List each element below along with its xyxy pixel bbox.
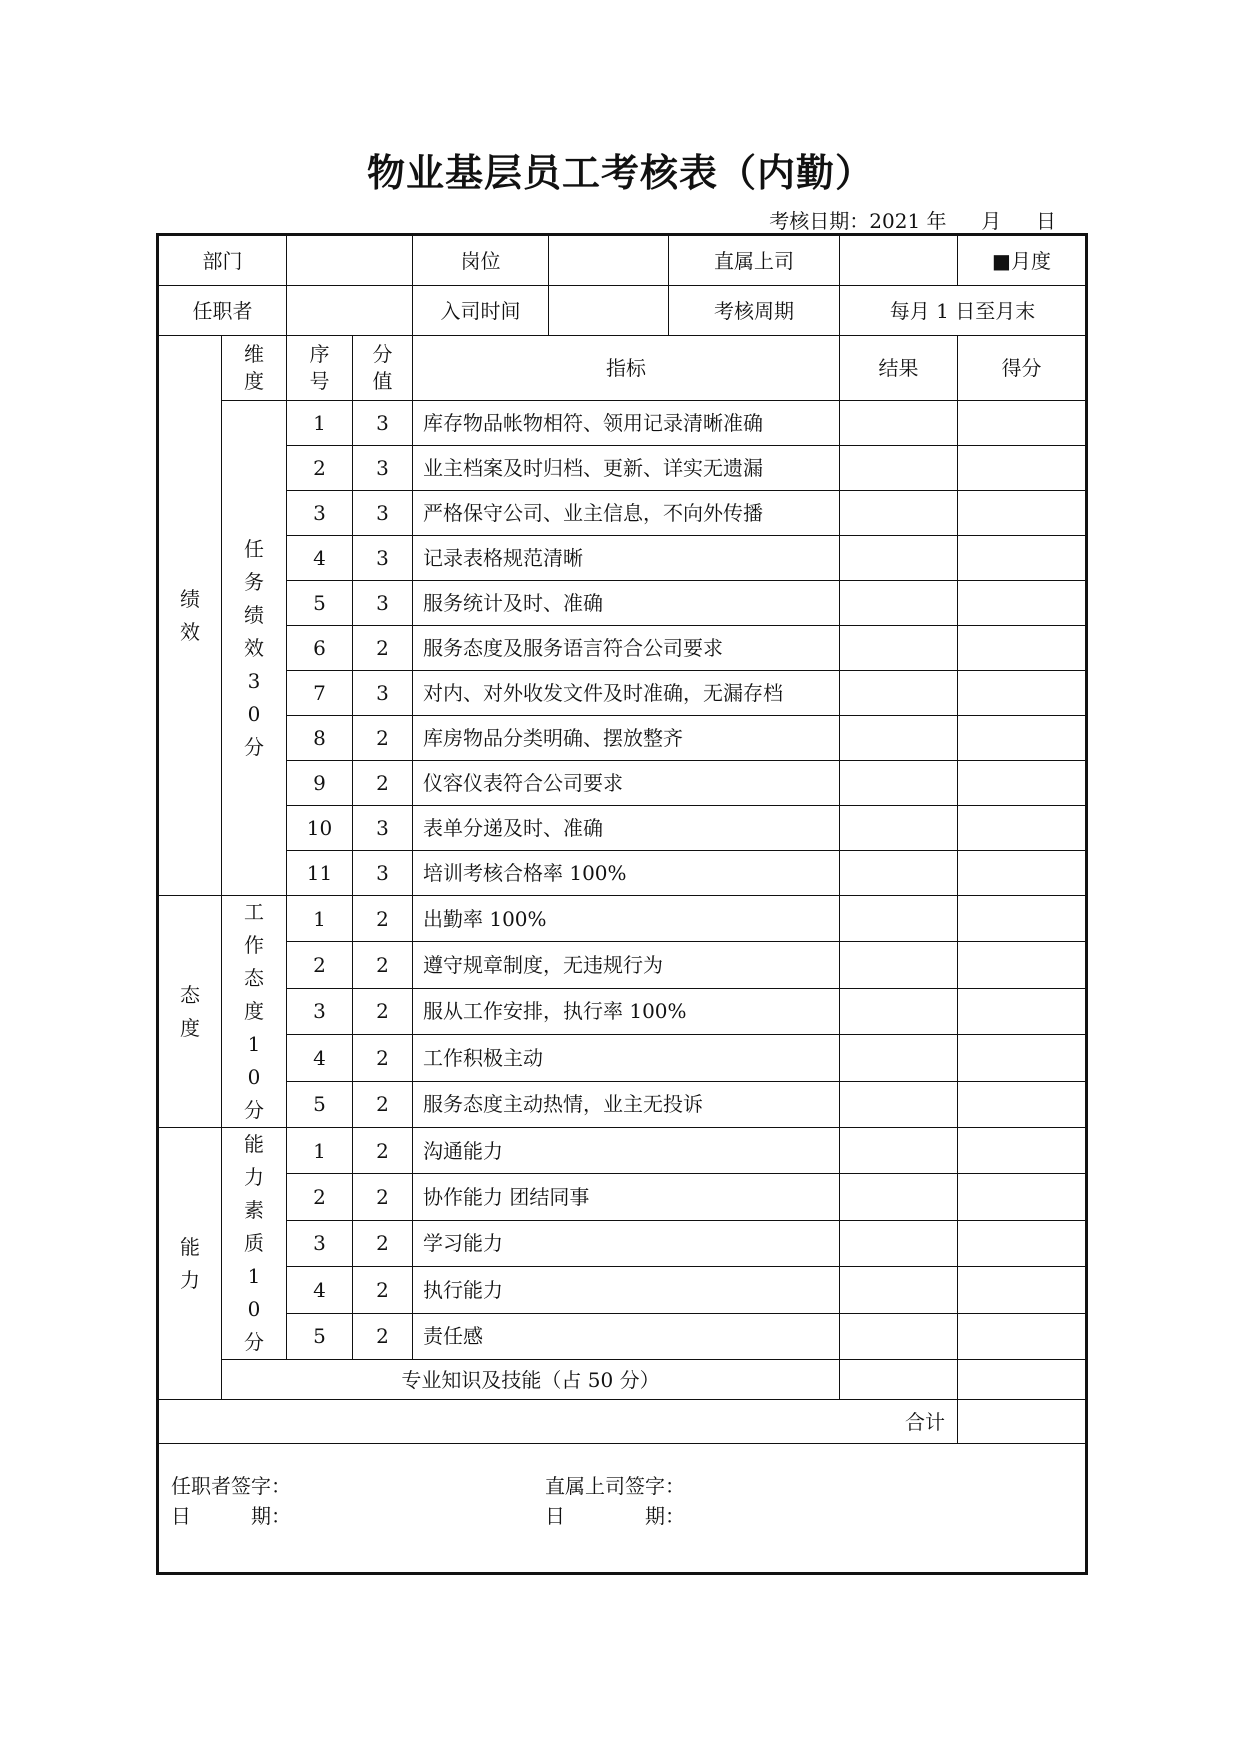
seq-cell: 2 [287, 1174, 353, 1220]
indicator-row [158, 491, 1087, 536]
seq-cell: 5 [287, 1313, 353, 1359]
indicator-cell: 服从工作安排，执行率 100% [413, 988, 840, 1034]
skills-label: 专业知识及技能（占 50 分） [222, 1360, 840, 1400]
points-cell: 2 [353, 1220, 413, 1266]
skills-row [158, 1360, 1087, 1400]
superior-signature-label[interactable]: 直属上司签字： [545, 1474, 685, 1498]
column-score: 得分 [958, 336, 1087, 401]
indicator-row [158, 988, 1087, 1034]
indicator-cell: 出勤率 100% [413, 896, 840, 942]
employee-field[interactable] [287, 286, 413, 336]
score-cell[interactable] [958, 401, 1087, 446]
indicator-cell: 遵守规章制度，无违规行为 [413, 942, 840, 988]
signature-cell [158, 1444, 1087, 1574]
score-cell[interactable] [958, 626, 1087, 671]
category-cell [158, 1128, 222, 1400]
result-cell[interactable] [840, 1035, 958, 1081]
indicator-row [158, 896, 1087, 942]
indicator-cell: 学习能力 [413, 1220, 840, 1266]
dimension-label: 工 作 态 度 10 分 [244, 900, 264, 1122]
indicator-cell: 库存物品帐物相符、领用记录清晰准确 [413, 401, 840, 446]
points-cell: 3 [353, 671, 413, 716]
seq-cell: 3 [287, 1220, 353, 1266]
indicator-row [158, 581, 1087, 626]
seq-cell: 8 [287, 716, 353, 761]
assessment-date-line [769, 205, 1056, 234]
indicator-row [158, 942, 1087, 988]
points-cell: 3 [353, 401, 413, 446]
indicator-row [158, 851, 1087, 896]
category-label: 能 力 [180, 1234, 200, 1292]
score-cell[interactable] [958, 896, 1087, 942]
cycle-value: 每月 1 日至月末 [840, 286, 1087, 336]
points-cell: 3 [353, 446, 413, 491]
seq-cell: 1 [287, 896, 353, 942]
indicator-cell: 服务统计及时、准确 [413, 581, 840, 626]
indicator-row [158, 1313, 1087, 1359]
seq-cell: 2 [287, 446, 353, 491]
join-date-field[interactable] [549, 286, 669, 336]
indicator-row [158, 1035, 1087, 1081]
result-cell[interactable] [840, 851, 958, 896]
result-cell[interactable] [840, 1267, 958, 1313]
indicator-cell: 执行能力 [413, 1267, 840, 1313]
score-cell[interactable] [958, 1313, 1087, 1359]
seq-cell: 1 [287, 1128, 353, 1174]
header-row-2 [158, 286, 1087, 336]
dimension-label: 任 务 绩 效 30 分 [244, 536, 264, 759]
points-cell: 2 [353, 1035, 413, 1081]
assessment-date-day: 日 [1036, 209, 1056, 233]
seq-cell: 9 [287, 761, 353, 806]
indicator-row [158, 446, 1087, 491]
indicator-cell: 培训考核合格率 100% [413, 851, 840, 896]
indicator-row [158, 401, 1087, 446]
indicator-cell: 沟通能力 [413, 1128, 840, 1174]
points-cell: 2 [353, 1128, 413, 1174]
indicator-cell: 记录表格规范清晰 [413, 536, 840, 581]
score-cell[interactable] [958, 851, 1087, 896]
score-cell[interactable] [958, 1220, 1087, 1266]
points-cell: 2 [353, 1174, 413, 1220]
result-cell[interactable] [840, 1220, 958, 1266]
points-cell: 2 [353, 1267, 413, 1313]
points-cell: 2 [353, 896, 413, 942]
seq-cell: 4 [287, 1267, 353, 1313]
result-cell[interactable] [840, 942, 958, 988]
points-cell: 2 [353, 1313, 413, 1359]
skills-score-cell[interactable] [958, 1360, 1087, 1400]
column-points: 分 值 [353, 336, 413, 401]
seq-cell: 4 [287, 536, 353, 581]
total-row [158, 1400, 1087, 1444]
dept-label: 部门 [158, 235, 287, 286]
post-field[interactable] [549, 235, 669, 286]
indicator-cell: 责任感 [413, 1313, 840, 1359]
period-type-checkbox[interactable]: ■月度 [958, 235, 1087, 286]
assessment-table [156, 233, 1088, 1575]
superior-date-label[interactable]: 日 期： [545, 1504, 685, 1528]
employee-signature-label[interactable]: 任职者签字： [171, 1474, 291, 1498]
result-cell[interactable] [840, 716, 958, 761]
points-cell: 2 [353, 716, 413, 761]
result-cell[interactable] [840, 491, 958, 536]
skills-result-cell[interactable] [840, 1360, 958, 1400]
score-cell[interactable] [958, 1128, 1087, 1174]
superior-field[interactable] [840, 235, 958, 286]
category-cell [158, 336, 222, 896]
seq-cell: 5 [287, 1081, 353, 1127]
score-cell[interactable] [958, 716, 1087, 761]
seq-cell: 1 [287, 401, 353, 446]
indicator-cell: 库房物品分类明确、摆放整齐 [413, 716, 840, 761]
points-cell: 2 [353, 1081, 413, 1127]
indicator-row [158, 1267, 1087, 1313]
indicator-row [158, 671, 1087, 716]
category-cell [158, 896, 222, 1128]
result-cell[interactable] [840, 671, 958, 716]
seq-cell: 5 [287, 581, 353, 626]
score-cell[interactable] [958, 446, 1087, 491]
indicator-row [158, 716, 1087, 761]
score-cell[interactable] [958, 988, 1087, 1034]
indicator-cell: 仪容仪表符合公司要求 [413, 761, 840, 806]
dept-field[interactable] [287, 235, 413, 286]
score-cell[interactable] [958, 671, 1087, 716]
result-cell[interactable] [840, 581, 958, 626]
indicator-row [158, 806, 1087, 851]
seq-cell: 2 [287, 942, 353, 988]
dimension-cell [222, 896, 287, 1128]
result-cell[interactable] [840, 806, 958, 851]
points-cell: 2 [353, 942, 413, 988]
superior-label: 直属上司 [669, 235, 840, 286]
seq-cell: 11 [287, 851, 353, 896]
header-row-1 [158, 235, 1087, 286]
indicator-cell: 表单分递及时、准确 [413, 806, 840, 851]
score-cell[interactable] [958, 1035, 1087, 1081]
indicator-row [158, 1220, 1087, 1266]
indicator-cell: 严格保守公司、业主信息，不向外传播 [413, 491, 840, 536]
score-cell[interactable] [958, 1267, 1087, 1313]
indicator-cell: 服务态度主动热情，业主无投诉 [413, 1081, 840, 1127]
seq-cell: 3 [287, 491, 353, 536]
score-cell[interactable] [958, 581, 1087, 626]
signature-row [158, 1444, 1087, 1574]
cycle-label: 考核周期 [669, 286, 840, 336]
column-seq: 序 号 [287, 336, 353, 401]
points-cell: 2 [353, 761, 413, 806]
points-cell: 3 [353, 806, 413, 851]
column-result: 结果 [840, 336, 958, 401]
seq-cell: 3 [287, 988, 353, 1034]
seq-cell: 4 [287, 1035, 353, 1081]
result-cell[interactable] [840, 446, 958, 491]
employee-date-label[interactable]: 日 期： [171, 1504, 291, 1528]
category-label: 态 度 [180, 982, 200, 1040]
signature-area [159, 1444, 1085, 1572]
result-cell[interactable] [840, 536, 958, 581]
points-cell: 2 [353, 988, 413, 1034]
points-cell: 3 [353, 536, 413, 581]
total-score-cell[interactable] [958, 1400, 1087, 1444]
result-cell[interactable] [840, 1313, 958, 1359]
indicator-cell: 业主档案及时归档、更新、详实无遗漏 [413, 446, 840, 491]
indicator-cell: 服务态度及服务语言符合公司要求 [413, 626, 840, 671]
score-cell[interactable] [958, 491, 1087, 536]
category-label: 绩 效 [180, 586, 200, 644]
score-cell[interactable] [958, 806, 1087, 851]
column-dimension: 维 度 [222, 336, 287, 401]
seq-cell: 7 [287, 671, 353, 716]
post-label: 岗位 [413, 235, 549, 286]
points-cell: 3 [353, 581, 413, 626]
score-cell[interactable] [958, 536, 1087, 581]
indicator-row [158, 761, 1087, 806]
employee-label: 任职者 [158, 286, 287, 336]
score-cell[interactable] [958, 761, 1087, 806]
result-cell[interactable] [840, 626, 958, 671]
indicator-row [158, 536, 1087, 581]
result-cell[interactable] [840, 988, 958, 1034]
points-cell: 2 [353, 626, 413, 671]
indicator-row [158, 1128, 1087, 1174]
total-label: 合计 [158, 1400, 958, 1444]
indicator-row [158, 1174, 1087, 1220]
indicator-row [158, 1081, 1087, 1127]
score-cell[interactable] [958, 942, 1087, 988]
dimension-cell [222, 1128, 287, 1360]
indicator-row [158, 626, 1087, 671]
result-cell[interactable] [840, 1081, 958, 1127]
points-cell: 3 [353, 491, 413, 536]
indicator-cell: 工作积极主动 [413, 1035, 840, 1081]
assessment-date-label: 考核日期：2021 年 [769, 209, 947, 233]
result-cell[interactable] [840, 1128, 958, 1174]
points-cell: 3 [353, 851, 413, 896]
result-cell[interactable] [840, 896, 958, 942]
assessment-date-month: 月 [981, 209, 1002, 233]
form-title: 物业基层员工考核表（内勤） [366, 150, 874, 195]
score-cell[interactable] [958, 1174, 1087, 1220]
seq-cell: 10 [287, 806, 353, 851]
dimension-cell [222, 401, 287, 896]
result-cell[interactable] [840, 401, 958, 446]
indicator-cell: 协作能力 团结同事 [413, 1174, 840, 1220]
column-header-row [158, 336, 1087, 401]
seq-cell: 6 [287, 626, 353, 671]
result-cell[interactable] [840, 1174, 958, 1220]
result-cell[interactable] [840, 761, 958, 806]
indicator-cell: 对内、对外收发文件及时准确，无漏存档 [413, 671, 840, 716]
score-cell[interactable] [958, 1081, 1087, 1127]
join-date-label: 入司时间 [413, 286, 549, 336]
column-indicator: 指标 [413, 336, 840, 401]
dimension-label: 能 力 素 质 10 分 [244, 1132, 264, 1354]
